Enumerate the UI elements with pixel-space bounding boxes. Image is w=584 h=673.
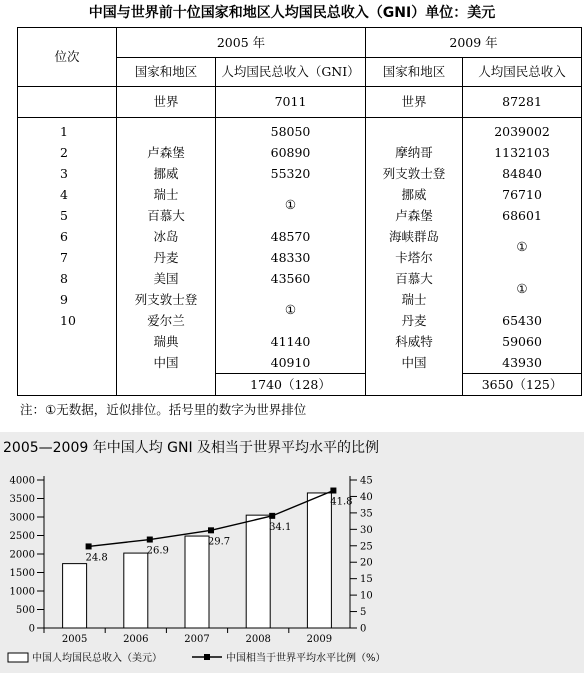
country-2005: 列支敦士登	[117, 289, 216, 310]
country-2005: 冰岛	[117, 226, 216, 247]
china-gni-rank-2005: 1740（128）	[216, 374, 366, 396]
gni-2005: 48330	[216, 247, 366, 268]
country-2005: 卢森堡	[117, 142, 216, 163]
table-row	[18, 268, 582, 289]
line-legend-label: 中国相当于世界平均水平比例（%）	[226, 653, 386, 664]
bar-legend-label: 中国人均国民总收入（美元）	[32, 653, 162, 664]
left-axis-tick-label: 3500	[9, 494, 35, 505]
year-2009-header: 2009 年	[366, 28, 582, 58]
gni-2005-no-data: ①	[216, 289, 366, 331]
rank-cell	[18, 331, 117, 352]
gni-2005: 60890	[216, 142, 366, 163]
world-gni-2005: 7011	[216, 87, 366, 118]
ratio-data-label: 26.9	[146, 545, 169, 557]
ratio-data-label: 41.8	[330, 496, 353, 508]
country-2009: 卡塔尔	[366, 247, 463, 268]
ratio-point	[208, 527, 214, 533]
rank-cell: 6	[18, 226, 117, 247]
country-2009: 瑞士	[366, 289, 463, 310]
left-axis-tick-label: 1000	[9, 586, 35, 598]
gni-2005-no-data: ①	[216, 184, 366, 226]
left-axis-tick-label: 500	[15, 605, 35, 616]
ratio-point	[147, 537, 153, 543]
gni-ranking-table	[17, 27, 582, 396]
world-label-2005: 世界	[117, 87, 216, 118]
gni-bar	[63, 564, 87, 628]
world-rank-cell	[18, 87, 117, 118]
rank-cell: 8	[18, 268, 117, 289]
country-2009: 列支敦士登	[366, 163, 463, 184]
country-header-2009: 国家和地区	[366, 58, 463, 87]
gni-bar	[185, 536, 209, 628]
ratio-data-label: 24.8	[85, 552, 108, 564]
gni-bar	[124, 553, 148, 628]
ratio-data-label: 29.7	[207, 536, 231, 548]
gni-2009: 65430	[463, 310, 582, 331]
table-row	[18, 163, 582, 184]
right-axis-tick-label: 10	[360, 590, 373, 602]
gni-header-2005: 人均国民总收入（GNI）	[216, 58, 366, 87]
china-rank-blank	[117, 374, 216, 396]
rank-cell: 3	[18, 163, 117, 184]
gni-2009: 59060	[463, 331, 582, 352]
country-2009: 中国	[366, 352, 463, 374]
rank-cell: 9	[18, 289, 117, 310]
rank-cell: 5	[18, 205, 117, 226]
gni-2009: 68601	[463, 205, 582, 226]
gni-2005: 41140	[216, 331, 366, 352]
gni-chart	[0, 432, 584, 673]
table-title: 中国与世界前十位国家和地区人均国民总收入（GNI）单位：美元	[88, 5, 496, 21]
table-footnote: 注：①无数据，近似排位。括号里的数字为世界排位	[20, 402, 307, 417]
country-2005: 丹麦	[117, 247, 216, 268]
gni-2009-no-data: ①	[463, 226, 582, 268]
left-axis-tick-label: 1500	[9, 568, 35, 579]
gni-header-2009: 人均国民总收入	[463, 58, 582, 87]
gni-2005: 43560	[216, 268, 366, 289]
rank-cell: 1	[18, 121, 117, 142]
country-2009: 挪威	[366, 184, 463, 205]
country-header-2005: 国家和地区	[117, 58, 216, 87]
gni-2005: 48570	[216, 226, 366, 247]
country-2005: 美国	[117, 268, 216, 289]
rank-cell: 2	[18, 142, 117, 163]
year-2005-header: 2005 年	[117, 28, 366, 58]
left-axis-tick-label: 2000	[9, 549, 35, 561]
ratio-data-label: 34.1	[269, 521, 292, 533]
rank-cell: 7	[18, 247, 117, 268]
x-axis-tick-label: 2008	[245, 634, 271, 645]
country-2009: 卢森堡	[366, 205, 463, 226]
right-axis-tick-label: 0	[360, 623, 367, 635]
country-2005	[117, 121, 216, 142]
ratio-point	[330, 488, 336, 494]
table-row	[18, 331, 582, 352]
china-rank-row	[18, 374, 582, 396]
table-row	[18, 142, 582, 163]
gni-2009: 76710	[463, 184, 582, 205]
rank-cell: 4	[18, 184, 117, 205]
country-2005: 中国	[117, 352, 216, 374]
line-legend-marker	[204, 654, 210, 660]
country-2009: 丹麦	[366, 310, 463, 331]
gni-2005: 58050	[216, 121, 366, 142]
country-2005: 挪威	[117, 163, 216, 184]
gni-2005: 40910	[216, 352, 366, 374]
gni-bar	[307, 493, 331, 628]
table-row	[18, 184, 582, 205]
country-2009	[366, 121, 463, 142]
gni-bar	[246, 515, 270, 628]
rank-cell	[18, 352, 117, 374]
gni-2009: 84840	[463, 163, 582, 184]
rank-header: 位次	[18, 28, 117, 87]
table-row	[18, 121, 582, 142]
left-axis-tick-label: 0	[28, 623, 35, 635]
table-row	[18, 352, 582, 374]
country-2009: 百慕大	[366, 268, 463, 289]
right-axis-tick-label: 20	[360, 557, 373, 569]
ratio-point	[269, 513, 275, 519]
rank-cell: 10	[18, 310, 117, 331]
country-2005: 瑞典	[117, 331, 216, 352]
ratio-point	[86, 543, 92, 549]
right-axis-tick-label: 25	[360, 541, 373, 553]
gni-2009-no-data: ①	[463, 268, 582, 310]
country-2009: 摩纳哥	[366, 142, 463, 163]
x-axis-tick-label: 2007	[184, 634, 210, 645]
x-axis-tick-label: 2006	[123, 634, 149, 645]
gni-2005: 55320	[216, 163, 366, 184]
gni-2009: 43930	[463, 352, 582, 374]
left-axis-tick-label: 4000	[9, 475, 35, 487]
china-gni-rank-2009: 3650（125）	[463, 374, 582, 396]
country-2009: 科威特	[366, 331, 463, 352]
left-axis-tick-label: 3000	[9, 512, 35, 524]
country-2009: 海峡群岛	[366, 226, 463, 247]
x-axis-tick-label: 2009	[306, 634, 333, 645]
world-label-2009: 世界	[366, 87, 463, 118]
world-gni-2009: 87281	[463, 87, 582, 118]
gni-2009: 1132103	[463, 142, 582, 163]
table-row	[18, 226, 582, 247]
right-axis-tick-label: 5	[360, 607, 367, 619]
china-rank-blank	[366, 374, 463, 396]
country-2005: 百慕大	[117, 205, 216, 226]
country-2005: 爱尔兰	[117, 310, 216, 331]
right-axis-tick-label: 45	[360, 475, 373, 487]
gni-2009: 2039002	[463, 121, 582, 142]
chart-title: 2005—2009 年中国人均 GNI 及相当于世界平均水平的比例	[3, 440, 380, 456]
right-axis-tick-label: 30	[360, 524, 373, 536]
china-rank-blank	[18, 374, 117, 396]
right-axis-tick-label: 35	[360, 508, 373, 520]
bar-legend-swatch	[8, 653, 28, 662]
right-axis-tick-label: 15	[360, 574, 373, 586]
left-axis-tick-label: 2500	[9, 531, 35, 542]
country-2005: 瑞士	[117, 184, 216, 205]
x-axis-tick-label: 2005	[61, 634, 88, 645]
right-axis-tick-label: 40	[360, 491, 373, 503]
